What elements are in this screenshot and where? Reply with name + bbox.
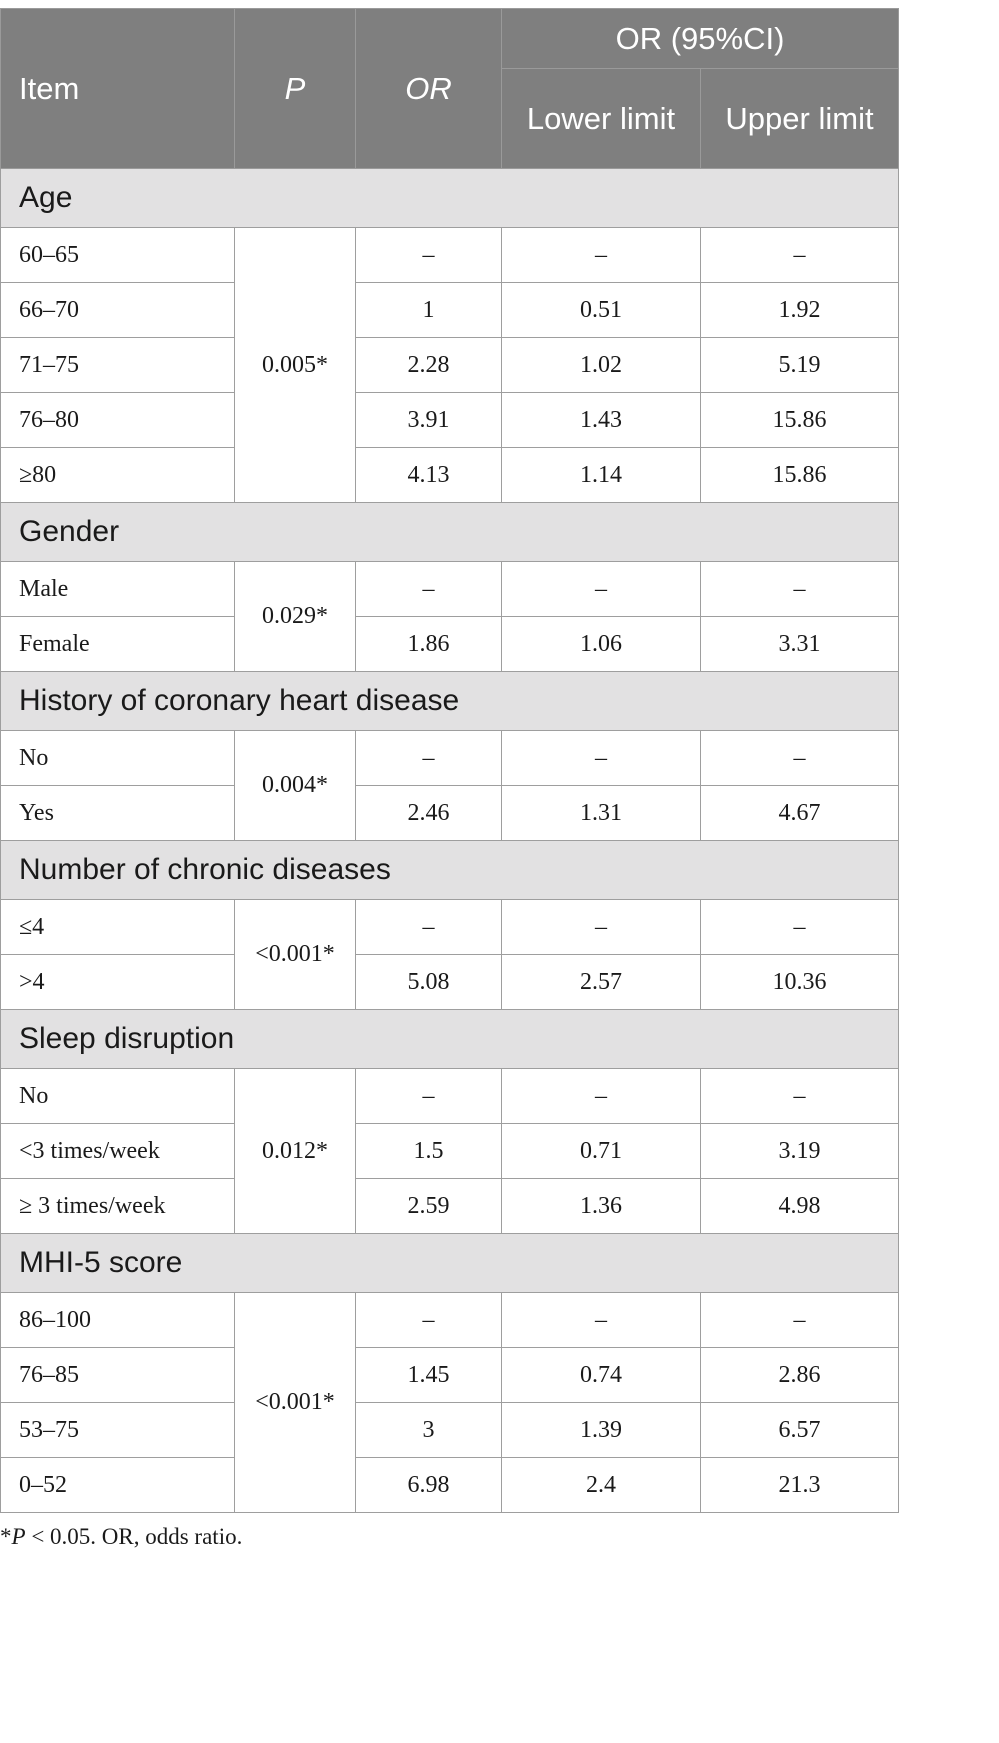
section-header-row — [1, 672, 899, 731]
header-ci-group: OR (95%CI) — [502, 9, 899, 69]
header-upper-limit: Upper limit — [701, 69, 899, 169]
upper-limit-cell: 4.67 — [701, 786, 899, 841]
upper-limit-cell: – — [701, 1293, 899, 1348]
lower-limit-cell: 0.51 — [502, 283, 701, 338]
table-row — [1, 393, 899, 448]
table-row — [1, 955, 899, 1010]
upper-limit-cell: 3.19 — [701, 1124, 899, 1179]
upper-limit-cell: 5.19 — [701, 338, 899, 393]
upper-limit-cell: – — [701, 562, 899, 617]
row-label: <3 times/week — [1, 1124, 235, 1179]
lower-limit-cell: – — [502, 562, 701, 617]
lower-limit-cell: 1.06 — [502, 617, 701, 672]
odds-ratio-cell: 1.86 — [356, 617, 502, 672]
lower-limit-cell: – — [502, 1293, 701, 1348]
odds-ratio-table — [0, 8, 899, 1513]
upper-limit-cell: 10.36 — [701, 955, 899, 1010]
odds-ratio-cell: 5.08 — [356, 955, 502, 1010]
odds-ratio-cell: – — [356, 228, 502, 283]
section-title: MHI-5 score — [1, 1234, 899, 1293]
row-label: ≥ 3 times/week — [1, 1179, 235, 1234]
section-header-row — [1, 1234, 899, 1293]
lower-limit-cell: 1.36 — [502, 1179, 701, 1234]
footnote-star: * — [0, 1524, 12, 1549]
table-row — [1, 617, 899, 672]
section-title: Number of chronic diseases — [1, 841, 899, 900]
table-row — [1, 228, 899, 283]
section-title: Sleep disruption — [1, 1010, 899, 1069]
odds-ratio-cell: 2.28 — [356, 338, 502, 393]
p-value-cell: 0.004* — [235, 731, 356, 841]
upper-limit-cell: 15.86 — [701, 393, 899, 448]
header-p-value: P — [235, 9, 356, 169]
row-label: 0–52 — [1, 1458, 235, 1513]
table-row — [1, 1348, 899, 1403]
row-label: Female — [1, 617, 235, 672]
table-row — [1, 731, 899, 786]
row-label: >4 — [1, 955, 235, 1010]
table-row — [1, 1458, 899, 1513]
footnote-text: < 0.05. OR, odds ratio. — [25, 1524, 243, 1549]
p-value-cell: 0.005* — [235, 228, 356, 503]
footnote-p-symbol: P — [11, 1524, 26, 1549]
odds-ratio-cell: 2.59 — [356, 1179, 502, 1234]
upper-limit-cell: 2.86 — [701, 1348, 899, 1403]
table-row — [1, 1069, 899, 1124]
row-label: No — [1, 731, 235, 786]
lower-limit-cell: 2.4 — [502, 1458, 701, 1513]
lower-limit-cell: – — [502, 731, 701, 786]
row-label: ≥80 — [1, 448, 235, 503]
p-value-cell: <0.001* — [235, 900, 356, 1010]
section-header-row — [1, 169, 899, 228]
row-label: Yes — [1, 786, 235, 841]
odds-ratio-cell: 1.45 — [356, 1348, 502, 1403]
section-header-row — [1, 841, 899, 900]
odds-ratio-cell: 3 — [356, 1403, 502, 1458]
row-label: 76–80 — [1, 393, 235, 448]
upper-limit-cell: 1.92 — [701, 283, 899, 338]
table-row — [1, 448, 899, 503]
lower-limit-cell: 1.39 — [502, 1403, 701, 1458]
table-row — [1, 1124, 899, 1179]
upper-limit-cell: 21.3 — [701, 1458, 899, 1513]
odds-ratio-cell: – — [356, 900, 502, 955]
odds-ratio-cell: – — [356, 731, 502, 786]
odds-ratio-cell: 3.91 — [356, 393, 502, 448]
lower-limit-cell: – — [502, 1069, 701, 1124]
upper-limit-cell: – — [701, 1069, 899, 1124]
odds-ratio-cell: – — [356, 1069, 502, 1124]
section-title: Age — [1, 169, 899, 228]
lower-limit-cell: 1.02 — [502, 338, 701, 393]
table-row — [1, 1179, 899, 1234]
lower-limit-cell: 2.57 — [502, 955, 701, 1010]
odds-ratio-cell: – — [356, 1293, 502, 1348]
odds-ratio-cell: 6.98 — [356, 1458, 502, 1513]
table-row — [1, 283, 899, 338]
upper-limit-cell: – — [701, 900, 899, 955]
upper-limit-cell: 4.98 — [701, 1179, 899, 1234]
upper-limit-cell: – — [701, 228, 899, 283]
odds-ratio-cell: 2.46 — [356, 786, 502, 841]
row-label: ≤4 — [1, 900, 235, 955]
table-footnote — [0, 1524, 242, 1550]
row-label: 71–75 — [1, 338, 235, 393]
table-row — [1, 786, 899, 841]
section-title: Gender — [1, 503, 899, 562]
row-label: 53–75 — [1, 1403, 235, 1458]
table-row — [1, 1293, 899, 1348]
upper-limit-cell: – — [701, 731, 899, 786]
odds-ratio-cell: 1.5 — [356, 1124, 502, 1179]
lower-limit-cell: – — [502, 900, 701, 955]
row-label: 60–65 — [1, 228, 235, 283]
row-label: 66–70 — [1, 283, 235, 338]
lower-limit-cell: – — [502, 228, 701, 283]
lower-limit-cell: 1.31 — [502, 786, 701, 841]
odds-ratio-cell: 1 — [356, 283, 502, 338]
p-value-cell: 0.029* — [235, 562, 356, 672]
section-header-row — [1, 1010, 899, 1069]
upper-limit-cell: 15.86 — [701, 448, 899, 503]
table-row — [1, 562, 899, 617]
lower-limit-cell: 0.71 — [502, 1124, 701, 1179]
table-row — [1, 900, 899, 955]
lower-limit-cell: 1.14 — [502, 448, 701, 503]
table-header — [1, 9, 899, 169]
results-table-container — [0, 8, 898, 1513]
row-label: 86–100 — [1, 1293, 235, 1348]
section-title: History of coronary heart disease — [1, 672, 899, 731]
row-label: No — [1, 1069, 235, 1124]
header-odds-ratio: OR — [356, 9, 502, 169]
row-label: 76–85 — [1, 1348, 235, 1403]
upper-limit-cell: 3.31 — [701, 617, 899, 672]
section-header-row — [1, 503, 899, 562]
odds-ratio-cell: – — [356, 562, 502, 617]
lower-limit-cell: 0.74 — [502, 1348, 701, 1403]
p-value-cell: <0.001* — [235, 1293, 356, 1513]
header-lower-limit: Lower limit — [502, 69, 701, 169]
table-row — [1, 1403, 899, 1458]
lower-limit-cell: 1.43 — [502, 393, 701, 448]
odds-ratio-cell: 4.13 — [356, 448, 502, 503]
upper-limit-cell: 6.57 — [701, 1403, 899, 1458]
header-item: Item — [1, 9, 235, 169]
p-value-cell: 0.012* — [235, 1069, 356, 1234]
table-row — [1, 338, 899, 393]
row-label: Male — [1, 562, 235, 617]
table-body — [1, 169, 899, 1513]
